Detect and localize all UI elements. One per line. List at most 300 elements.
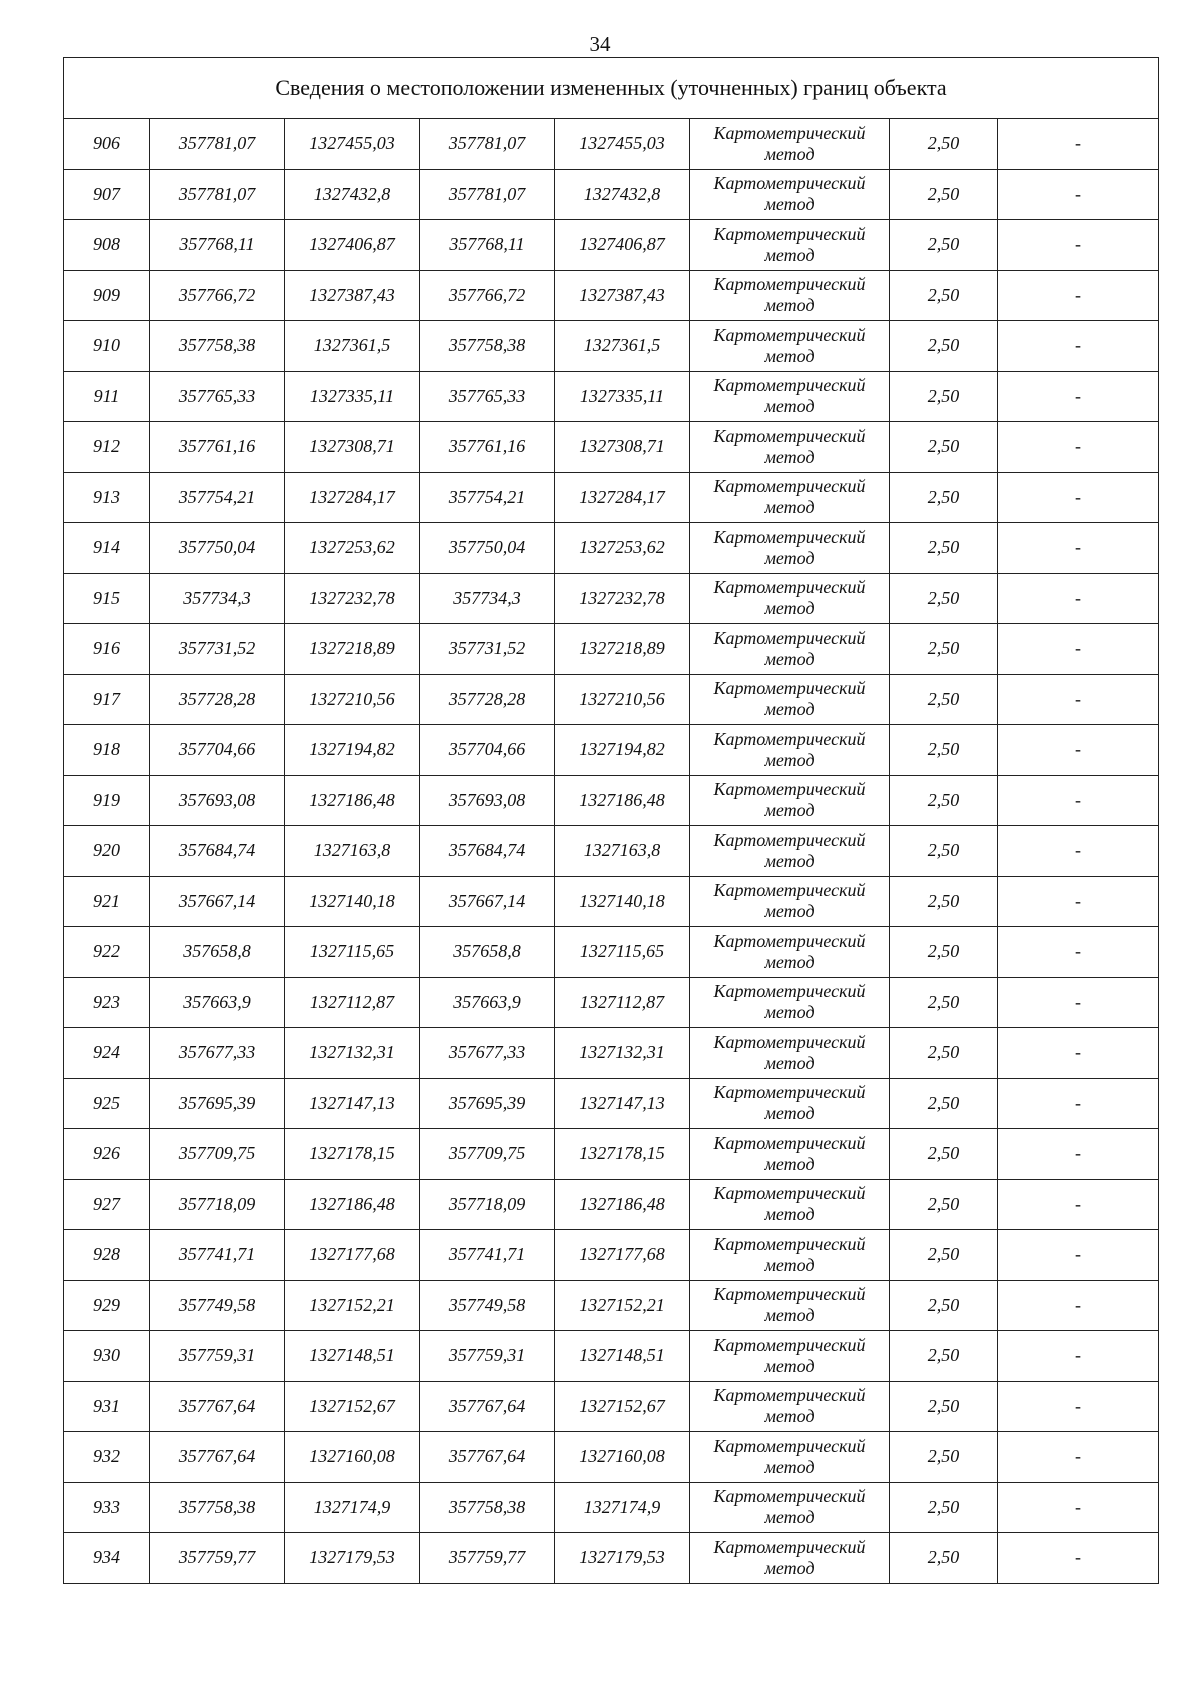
table-row [64,220,1159,271]
y-new-cell: 1327455,03 [555,119,690,170]
x-new-cell: 357667,14 [420,876,555,927]
note-cell: - [998,674,1159,725]
method-line-2: метод [764,194,815,215]
method-line-1: Картометрический [713,476,866,497]
note-cell: - [998,1129,1159,1180]
y-old-cell: 1327148,51 [285,1331,420,1382]
point-number-cell: 931 [64,1381,150,1432]
method-cell [690,1129,890,1180]
y-new-cell: 1327284,17 [555,472,690,523]
accuracy-cell: 2,50 [890,169,998,220]
x-new-cell: 357749,58 [420,1280,555,1331]
method-line-2: метод [764,1456,815,1477]
note-cell: - [998,422,1159,473]
table-row [64,1381,1159,1432]
page-number: 34 [589,32,611,56]
method-cell [690,573,890,624]
note-cell: - [998,624,1159,675]
method-line-2: метод [764,244,815,265]
x-old-cell: 357728,28 [150,674,285,725]
note-cell: - [998,220,1159,271]
table-row [64,1280,1159,1331]
note-cell: - [998,826,1159,877]
x-old-cell: 357663,9 [150,977,285,1028]
y-new-cell: 1327179,53 [555,1533,690,1584]
x-old-cell: 357759,77 [150,1533,285,1584]
y-old-cell: 1327160,08 [285,1432,420,1483]
point-number-cell: 910 [64,321,150,372]
point-number-cell: 907 [64,169,150,220]
method-cell [690,1280,890,1331]
y-old-cell: 1327152,67 [285,1381,420,1432]
method-line-2: метод [764,345,815,366]
method-cell [690,371,890,422]
method-line-2: метод [764,1052,815,1073]
y-old-cell: 1327284,17 [285,472,420,523]
x-old-cell: 357781,07 [150,119,285,170]
x-old-cell: 357693,08 [150,775,285,826]
method-line-1: Картометрический [713,1183,866,1204]
x-new-cell: 357758,38 [420,1482,555,1533]
accuracy-cell: 2,50 [890,1230,998,1281]
accuracy-cell: 2,50 [890,725,998,776]
y-new-cell: 1327432,8 [555,169,690,220]
x-old-cell: 357765,33 [150,371,285,422]
method-line-1: Картометрический [713,1536,866,1557]
x-new-cell: 357765,33 [420,371,555,422]
y-new-cell: 1327152,21 [555,1280,690,1331]
x-new-cell: 357781,07 [420,119,555,170]
method-line-2: метод [764,699,815,720]
method-line-1: Картометрический [713,930,866,951]
table-row [64,775,1159,826]
table-row [64,977,1159,1028]
note-cell: - [998,1331,1159,1382]
x-new-cell: 357684,74 [420,826,555,877]
x-new-cell: 357728,28 [420,674,555,725]
method-line-2: метод [764,1153,815,1174]
method-line-1: Картометрический [713,779,866,800]
y-old-cell: 1327163,8 [285,826,420,877]
accuracy-cell: 2,50 [890,321,998,372]
method-line-1: Картометрический [713,274,866,295]
method-cell [690,1533,890,1584]
point-number-cell: 919 [64,775,150,826]
y-old-cell: 1327232,78 [285,573,420,624]
method-line-2: метод [764,951,815,972]
point-number-cell: 913 [64,472,150,523]
x-new-cell: 357758,38 [420,321,555,372]
method-line-1: Картометрический [713,880,866,901]
method-cell [690,1230,890,1281]
method-line-2: метод [764,1254,815,1275]
accuracy-cell: 2,50 [890,1280,998,1331]
table-row [64,523,1159,574]
table-row [64,1230,1159,1281]
method-line-1: Картометрический [713,678,866,699]
x-old-cell: 357731,52 [150,624,285,675]
y-old-cell: 1327140,18 [285,876,420,927]
method-line-2: метод [764,295,815,316]
x-new-cell: 357695,39 [420,1078,555,1129]
note-cell: - [998,472,1159,523]
y-new-cell: 1327152,67 [555,1381,690,1432]
x-new-cell: 357759,77 [420,1533,555,1584]
method-line-2: метод [764,598,815,619]
x-new-cell: 357734,3 [420,573,555,624]
y-old-cell: 1327406,87 [285,220,420,271]
x-old-cell: 357749,58 [150,1280,285,1331]
point-number-cell: 930 [64,1331,150,1382]
method-line-1: Картометрический [713,526,866,547]
accuracy-cell: 2,50 [890,1533,998,1584]
method-cell [690,826,890,877]
point-number-cell: 906 [64,119,150,170]
method-cell [690,1432,890,1483]
method-cell [690,169,890,220]
method-line-1: Картометрический [713,223,866,244]
accuracy-cell: 2,50 [890,523,998,574]
x-old-cell: 357767,64 [150,1381,285,1432]
y-old-cell: 1327432,8 [285,169,420,220]
table-row [64,1533,1159,1584]
x-old-cell: 357750,04 [150,523,285,574]
table-row [64,725,1159,776]
x-new-cell: 357767,64 [420,1432,555,1483]
method-line-2: метод [764,1103,815,1124]
table-title: Сведения о местоположении измененных (уточненных) границ объекта [64,58,1159,119]
table-row [64,1078,1159,1129]
y-new-cell: 1327387,43 [555,270,690,321]
x-old-cell: 357761,16 [150,422,285,473]
accuracy-cell: 2,50 [890,472,998,523]
method-line-1: Картометрический [713,375,866,396]
note-cell: - [998,876,1159,927]
point-number-cell: 916 [64,624,150,675]
method-line-2: метод [764,446,815,467]
table-row [64,876,1159,927]
x-old-cell: 357767,64 [150,1432,285,1483]
x-old-cell: 357741,71 [150,1230,285,1281]
method-line-1: Картометрический [713,1082,866,1103]
accuracy-cell: 2,50 [890,119,998,170]
point-number-cell: 933 [64,1482,150,1533]
y-new-cell: 1327406,87 [555,220,690,271]
point-number-cell: 914 [64,523,150,574]
x-old-cell: 357684,74 [150,826,285,877]
table-row [64,927,1159,978]
y-old-cell: 1327152,21 [285,1280,420,1331]
accuracy-cell: 2,50 [890,573,998,624]
method-line-1: Картометрический [713,1132,866,1153]
point-number-cell: 911 [64,371,150,422]
x-new-cell: 357677,33 [420,1028,555,1079]
y-new-cell: 1327361,5 [555,321,690,372]
method-line-1: Картометрический [713,425,866,446]
x-new-cell: 357741,71 [420,1230,555,1281]
point-number-cell: 915 [64,573,150,624]
accuracy-cell: 2,50 [890,220,998,271]
accuracy-cell: 2,50 [890,1381,998,1432]
y-old-cell: 1327186,48 [285,1179,420,1230]
x-old-cell: 357667,14 [150,876,285,927]
accuracy-cell: 2,50 [890,775,998,826]
y-new-cell: 1327163,8 [555,826,690,877]
y-old-cell: 1327387,43 [285,270,420,321]
method-cell [690,725,890,776]
method-line-1: Картометрический [713,627,866,648]
y-old-cell: 1327179,53 [285,1533,420,1584]
table-row [64,270,1159,321]
method-line-2: метод [764,1557,815,1578]
coordinates-table [63,57,1159,1584]
y-old-cell: 1327361,5 [285,321,420,372]
table-row [64,1432,1159,1483]
x-old-cell: 357695,39 [150,1078,285,1129]
point-number-cell: 922 [64,927,150,978]
x-old-cell: 357704,66 [150,725,285,776]
point-number-cell: 925 [64,1078,150,1129]
accuracy-cell: 2,50 [890,1129,998,1180]
x-old-cell: 357759,31 [150,1331,285,1382]
note-cell: - [998,1179,1159,1230]
y-new-cell: 1327115,65 [555,927,690,978]
y-new-cell: 1327174,9 [555,1482,690,1533]
accuracy-cell: 2,50 [890,1179,998,1230]
y-old-cell: 1327186,48 [285,775,420,826]
x-new-cell: 357693,08 [420,775,555,826]
table-row [64,1129,1159,1180]
method-line-1: Картометрический [713,1435,866,1456]
point-number-cell: 926 [64,1129,150,1180]
x-old-cell: 357758,38 [150,1482,285,1533]
note-cell: - [998,977,1159,1028]
point-number-cell: 908 [64,220,150,271]
accuracy-cell: 2,50 [890,1331,998,1382]
method-cell [690,321,890,372]
method-cell [690,876,890,927]
x-new-cell: 357759,31 [420,1331,555,1382]
accuracy-cell: 2,50 [890,1432,998,1483]
y-new-cell: 1327140,18 [555,876,690,927]
x-old-cell: 357709,75 [150,1129,285,1180]
accuracy-cell: 2,50 [890,1028,998,1079]
accuracy-cell: 2,50 [890,826,998,877]
y-new-cell: 1327253,62 [555,523,690,574]
point-number-cell: 932 [64,1432,150,1483]
x-old-cell: 357677,33 [150,1028,285,1079]
table-row [64,1179,1159,1230]
note-cell: - [998,1533,1159,1584]
y-new-cell: 1327132,31 [555,1028,690,1079]
y-new-cell: 1327177,68 [555,1230,690,1281]
x-old-cell: 357734,3 [150,573,285,624]
method-line-1: Картометрический [713,1284,866,1305]
note-cell: - [998,371,1159,422]
point-number-cell: 909 [64,270,150,321]
method-line-1: Картометрический [713,1385,866,1406]
method-line-2: метод [764,396,815,417]
method-line-2: метод [764,1002,815,1023]
x-new-cell: 357731,52 [420,624,555,675]
y-new-cell: 1327194,82 [555,725,690,776]
method-cell [690,1078,890,1129]
method-cell [690,523,890,574]
point-number-cell: 918 [64,725,150,776]
table-row [64,674,1159,725]
method-line-2: метод [764,901,815,922]
table-row [64,826,1159,877]
note-cell: - [998,270,1159,321]
table-row [64,624,1159,675]
x-new-cell: 357704,66 [420,725,555,776]
method-line-1: Картометрический [713,1486,866,1507]
y-new-cell: 1327186,48 [555,775,690,826]
y-old-cell: 1327112,87 [285,977,420,1028]
y-new-cell: 1327308,71 [555,422,690,473]
x-old-cell: 357766,72 [150,270,285,321]
method-line-2: метод [764,1305,815,1326]
method-line-1: Картометрический [713,577,866,598]
note-cell: - [998,169,1159,220]
table-row [64,422,1159,473]
method-line-2: метод [764,1406,815,1427]
x-new-cell: 357761,16 [420,422,555,473]
y-new-cell: 1327148,51 [555,1331,690,1382]
method-cell [690,422,890,473]
table-title-row [64,58,1159,119]
method-cell [690,472,890,523]
y-new-cell: 1327335,11 [555,371,690,422]
method-line-2: метод [764,1355,815,1376]
accuracy-cell: 2,50 [890,422,998,473]
method-line-1: Картометрический [713,981,866,1002]
x-old-cell: 357658,8 [150,927,285,978]
method-cell [690,927,890,978]
method-line-2: метод [764,497,815,518]
method-line-2: метод [764,1507,815,1528]
method-line-2: метод [764,850,815,871]
x-new-cell: 357767,64 [420,1381,555,1432]
x-new-cell: 357658,8 [420,927,555,978]
point-number-cell: 927 [64,1179,150,1230]
x-new-cell: 357718,09 [420,1179,555,1230]
y-old-cell: 1327174,9 [285,1482,420,1533]
y-new-cell: 1327147,13 [555,1078,690,1129]
y-new-cell: 1327112,87 [555,977,690,1028]
method-line-1: Картометрический [713,122,866,143]
method-cell [690,270,890,321]
note-cell: - [998,927,1159,978]
table-row [64,321,1159,372]
y-old-cell: 1327253,62 [285,523,420,574]
y-old-cell: 1327210,56 [285,674,420,725]
y-old-cell: 1327115,65 [285,927,420,978]
table-row [64,169,1159,220]
y-old-cell: 1327132,31 [285,1028,420,1079]
method-cell [690,1028,890,1079]
x-old-cell: 357754,21 [150,472,285,523]
accuracy-cell: 2,50 [890,977,998,1028]
table-body [64,58,1159,1584]
y-new-cell: 1327232,78 [555,573,690,624]
y-old-cell: 1327147,13 [285,1078,420,1129]
note-cell: - [998,1381,1159,1432]
x-new-cell: 357663,9 [420,977,555,1028]
method-line-1: Картометрический [713,324,866,345]
method-line-1: Картометрический [713,1334,866,1355]
point-number-cell: 928 [64,1230,150,1281]
method-line-1: Картометрический [713,728,866,749]
y-old-cell: 1327194,82 [285,725,420,776]
accuracy-cell: 2,50 [890,1078,998,1129]
method-cell [690,624,890,675]
x-old-cell: 357758,38 [150,321,285,372]
method-line-2: метод [764,800,815,821]
table-row [64,371,1159,422]
method-cell [690,119,890,170]
method-line-2: метод [764,547,815,568]
method-cell [690,1482,890,1533]
note-cell: - [998,573,1159,624]
accuracy-cell: 2,50 [890,371,998,422]
x-new-cell: 357750,04 [420,523,555,574]
method-cell [690,674,890,725]
y-old-cell: 1327335,11 [285,371,420,422]
x-new-cell: 357768,11 [420,220,555,271]
point-number-cell: 920 [64,826,150,877]
x-old-cell: 357781,07 [150,169,285,220]
note-cell: - [998,1028,1159,1079]
y-new-cell: 1327210,56 [555,674,690,725]
table-row [64,119,1159,170]
x-old-cell: 357718,09 [150,1179,285,1230]
point-number-cell: 912 [64,422,150,473]
point-number-cell: 924 [64,1028,150,1079]
y-old-cell: 1327218,89 [285,624,420,675]
method-line-2: метод [764,749,815,770]
note-cell: - [998,321,1159,372]
table-row [64,573,1159,624]
note-cell: - [998,523,1159,574]
method-line-1: Картометрический [713,173,866,194]
method-cell [690,1331,890,1382]
method-cell [690,977,890,1028]
method-line-1: Картометрический [713,1031,866,1052]
y-new-cell: 1327160,08 [555,1432,690,1483]
note-cell: - [998,775,1159,826]
point-number-cell: 921 [64,876,150,927]
accuracy-cell: 2,50 [890,927,998,978]
x-old-cell: 357768,11 [150,220,285,271]
method-cell [690,775,890,826]
method-cell [690,220,890,271]
table-row [64,472,1159,523]
accuracy-cell: 2,50 [890,674,998,725]
accuracy-cell: 2,50 [890,624,998,675]
accuracy-cell: 2,50 [890,1482,998,1533]
method-line-2: метод [764,648,815,669]
accuracy-cell: 2,50 [890,876,998,927]
table-row [64,1482,1159,1533]
method-cell [690,1381,890,1432]
x-new-cell: 357766,72 [420,270,555,321]
accuracy-cell: 2,50 [890,270,998,321]
note-cell: - [998,119,1159,170]
x-new-cell: 357754,21 [420,472,555,523]
method-cell [690,1179,890,1230]
note-cell: - [998,1280,1159,1331]
